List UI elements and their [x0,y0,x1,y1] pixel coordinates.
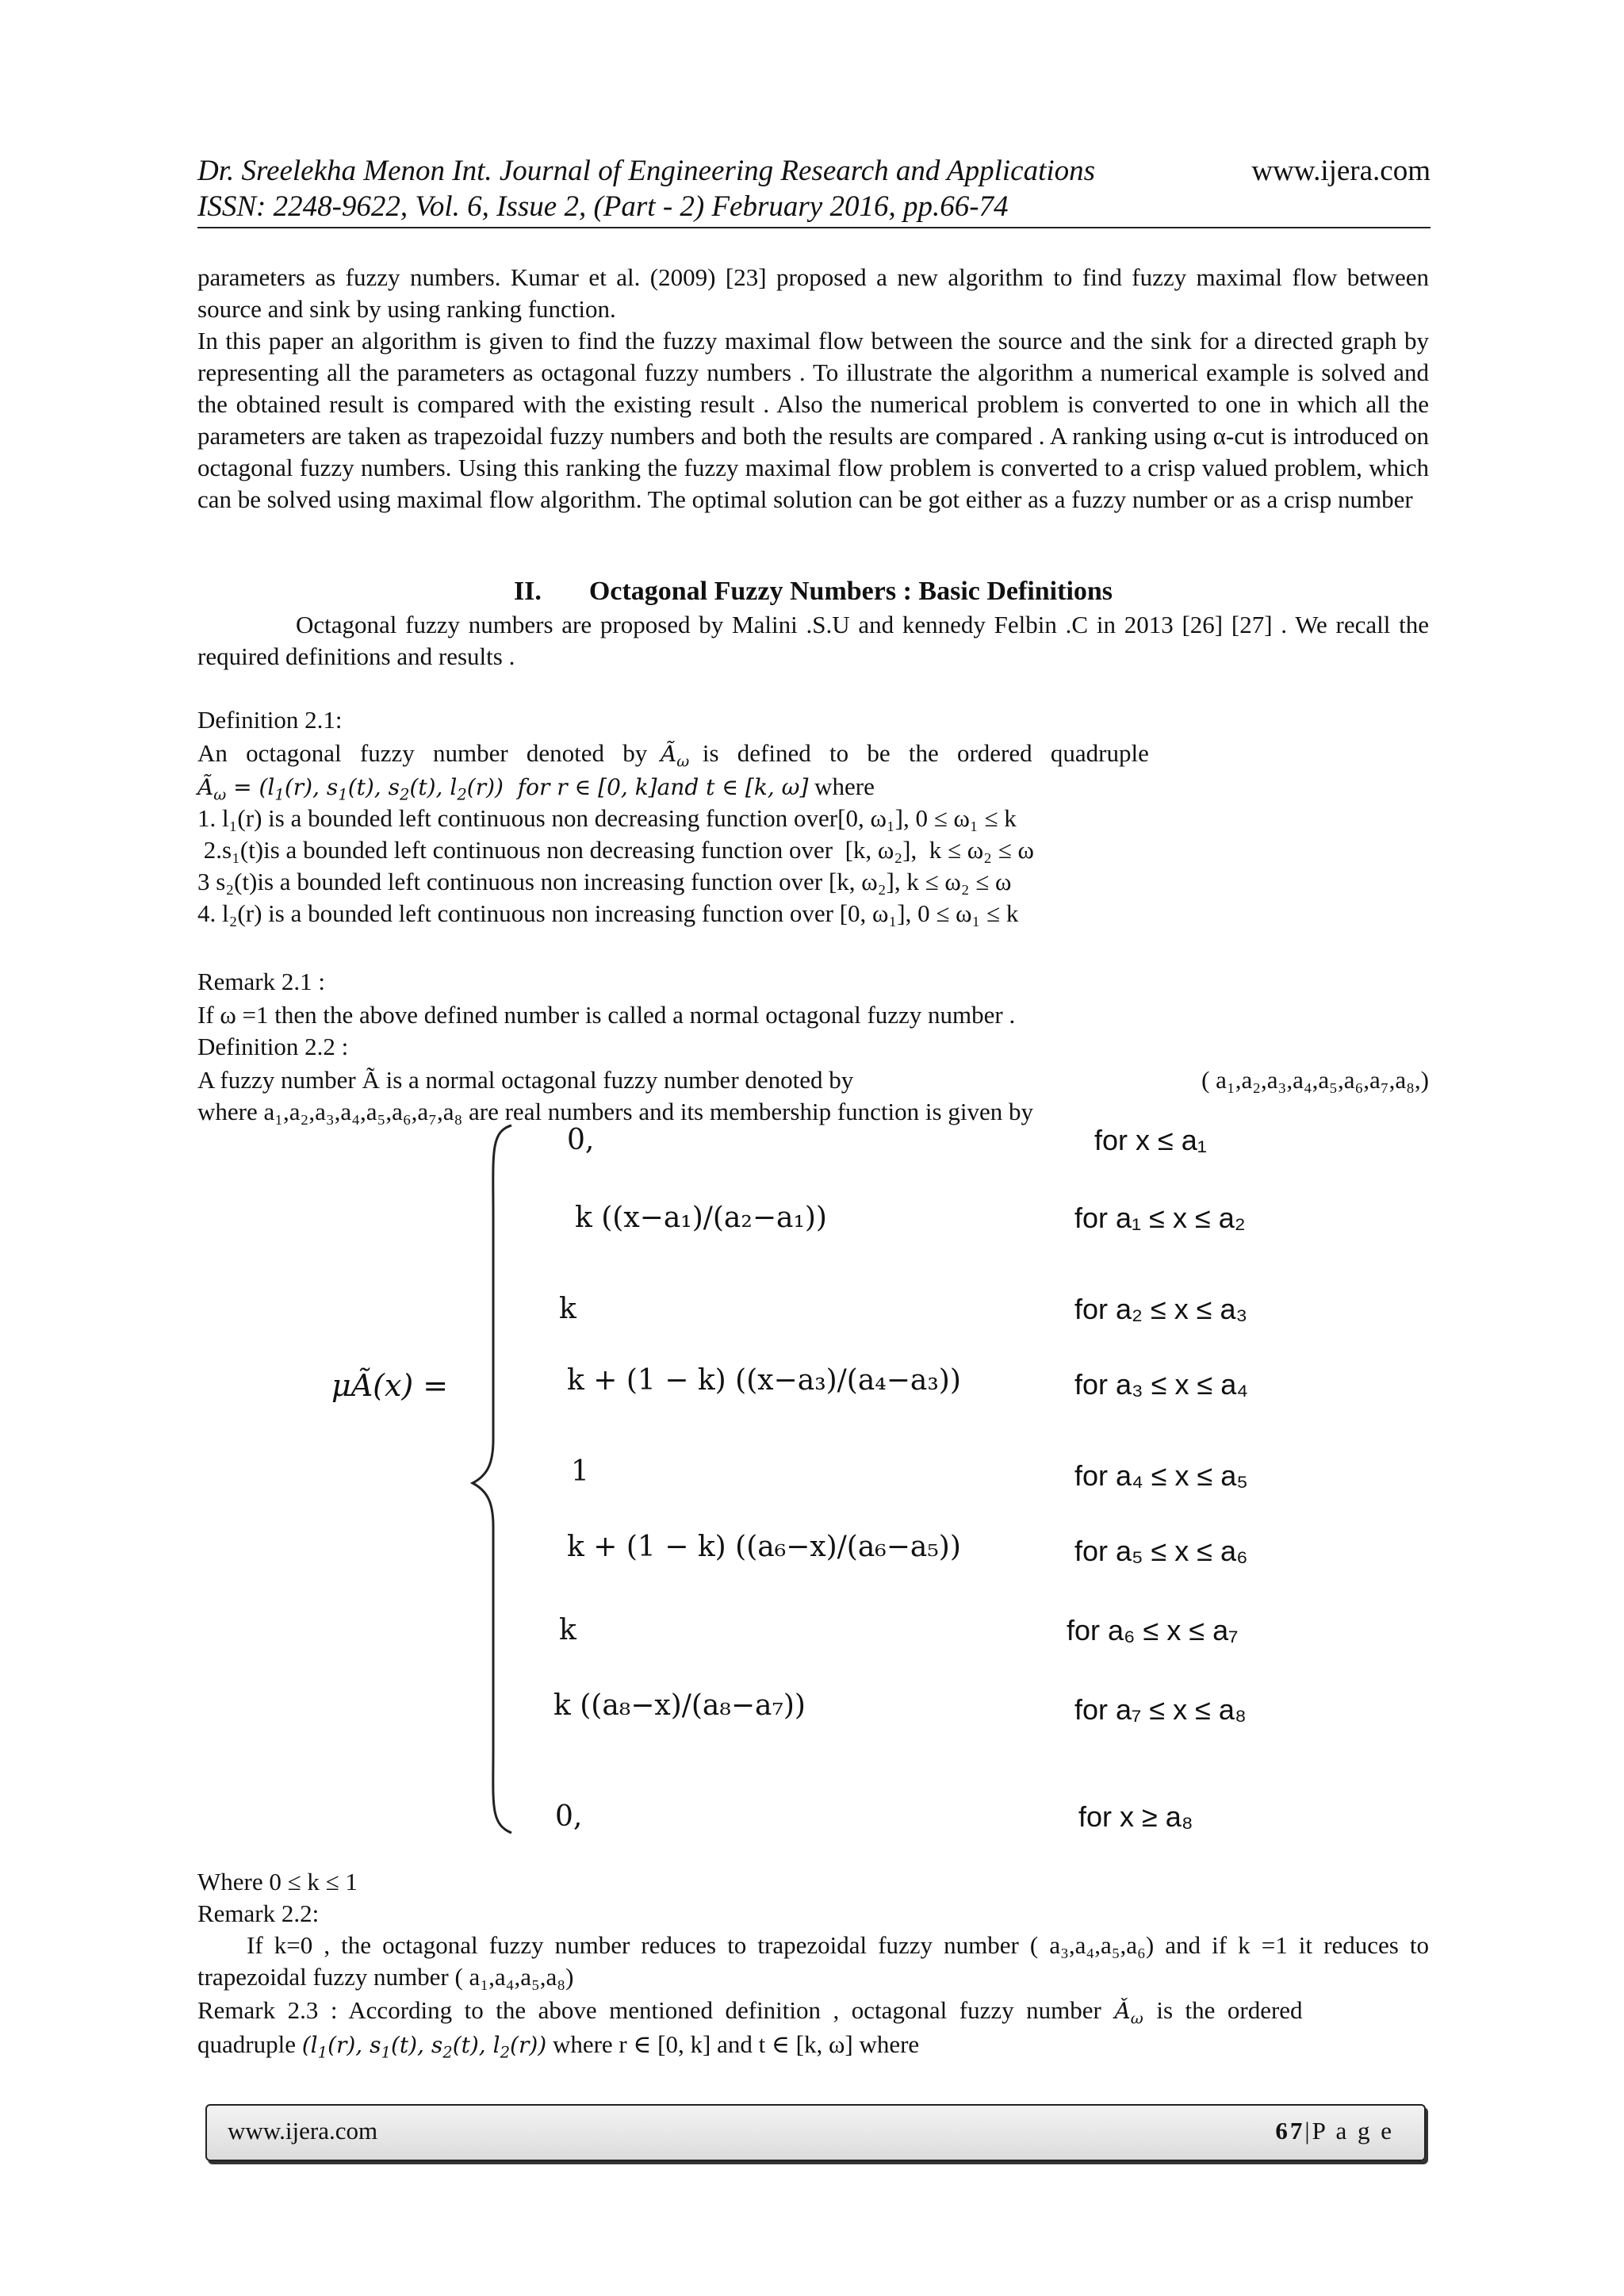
def21-text-a: An octagonal fuzzy number denoted by [197,739,648,767]
section-intro: Octagonal fuzzy numbers are proposed by Malini .S.U and kennedy Felbin .C in 2013 [26] [27] . We recall the required definitions and results . [197,611,1429,670]
remark21-label: Remark 2.1 : [197,968,325,995]
case-1-expr: 0, [567,1124,595,1156]
case-3-expr: k [559,1293,576,1325]
def21-text-b: is defined to be the ordered quadruple [702,739,1149,767]
page-footer [205,2104,1426,2161]
membership-lhs: μÃ(x) = [331,1368,449,1403]
remark23-text-c: quadruple [197,2030,296,2058]
def21-label: Definition 2.1: [197,706,343,734]
case-5-expr: 1 [571,1455,589,1488]
left-brace [468,1122,515,1836]
membership-function-figure [317,1122,1348,1836]
remark22-label: Remark 2.2: [197,1899,320,1927]
case-4-expr: k + (1 − k) ((x−a₃)/(a₄−a₃)) [567,1364,961,1397]
remark23-line2 [197,2029,919,2069]
intro-paragraph-2: In this paper an algorithm is given to find the fuzzy maximal flow between the source and the sink for a directed graph by representing all the parameters as octagonal fuzzy numbers . To illustrate the algorithm a numerical example is solved and the obtained result is compared with the existing result . Also the numerical problem is converted to one in which all the parameters are taken as trapezoidal fuzzy numbers and both the results are compared . A ranking using α-cut is introduced on octagonal fuzzy numbers. Using this ranking the fuzzy maximal flow problem is converted to a crisp valued problem, which can be solved using maximal flow algorithm. The optimal solution can be got either as a fuzzy number or as a crisp number [197,327,1429,513]
intro-paragraph-1: parameters as fuzzy numbers. Kumar et al. (2009) [23] proposed a new algorithm to find fuzzy maximal flow between source and sink by using ranking function. [197,263,1429,323]
case-8-cond: for a₇ ≤ x ≤ a₈ [1074,1693,1247,1726]
footer-url[interactable]: www.ijera.com [228,2117,378,2145]
remark23-text-a: Remark 2.3 : According to the above mentioned definition , octagonal fuzzy number [197,1996,1101,2024]
def21-item-4: 4. l₂(r) is a bounded left continuous non increasing function over [0, ω₁], 0 ≤ ω₁ ≤ k [197,899,1019,927]
def22-line1: A fuzzy number Ã is a normal octagonal fuzzy number denoted by [197,1066,854,1094]
case-3-cond: for a₂ ≤ x ≤ a₃ [1074,1293,1248,1325]
case-6-expr: k + (1 − k) ((a₆−x)/(a₆−a₅)) [567,1531,961,1563]
page-label: |P a g e [1304,2117,1394,2145]
section-number: II. [513,577,542,606]
def21-item-1: 1. l₁(r) is a bounded left continuous non decreasing function over[0, ω₁], 0 ≤ ω₁ ≤ k [197,804,1017,832]
def22-tuple: ( a₁,a₂,a₃,a₄,a₅,a₆,a₇,a₈,) [1201,1066,1429,1094]
case-2-expr: k ((x−a₁)/(a₂−a₁)) [575,1202,827,1234]
case-5-cond: for a₄ ≤ x ≤ a₅ [1074,1459,1248,1492]
case-7-cond: for a₆ ≤ x ≤ a₇ [1067,1614,1239,1646]
quadruple-formula: $Ã_\omega = (l_1(r)$, $s_1(t)$, $s_2(t)$, $l_2(r)$) for r ∈ [0, k]and t ∈ [k, ω] [197,774,809,804]
where-k-line: Where 0 ≤ k ≤ 1 [197,1868,358,1895]
case-6-cond: for a₅ ≤ x ≤ a₆ [1074,1535,1248,1567]
header-url[interactable]: www.ijera.com [1251,155,1431,187]
case-4-cond: for a₃ ≤ x ≤ a₄ [1074,1368,1248,1401]
section-title: Octagonal Fuzzy Numbers : Basic Definitions [588,577,1113,606]
a-check-omega-symbol: $Ǎ_\omega$ [1107,1998,1143,2028]
case-8-expr: k ((a₈−x)/(a₈−a₇)) [553,1689,806,1722]
running-header [197,153,1431,224]
def22-label: Definition 2.2 : [197,1033,349,1060]
case-2-cond: for a₁ ≤ x ≤ a₂ [1074,1202,1246,1234]
journal-line: Dr. Sreelekha Menon Int. Journal of Engineering Research and Applications [197,155,1096,187]
header-rule [197,227,1431,228]
remark23-text-d: where r ∈ [0, k] and t ∈ [k, ω] where [552,2030,920,2058]
def22-line2: where a₁,a₂,a₃,a₄,a₅,a₆,a₇,a₈ are real numbers and its membership function is given by [197,1098,1033,1125]
case-1-cond: for x ≤ a₁ [1094,1124,1207,1156]
remark21-text: If ω =1 then the above defined number is called a normal octagonal fuzzy number . [197,1001,1016,1029]
page-number: 67 [1275,2117,1305,2145]
a-tilde-omega-symbol: $Ã_\omega$ [653,741,690,771]
def21-item-2: 2.s₁(t)is a bounded left continuous non decreasing function over [k, ω₂], k ≤ ω₂ ≤ ω [197,836,1034,864]
remark23-formula: ($l_1(r)$, $s_1(t)$, $s_2(t)$, $l_2(r)$) [301,2032,547,2062]
issn-line: ISSN: 2248-9622, Vol. 6, Issue 2, (Part - 2) February 2016, pp.66-74 [197,190,1009,223]
section-heading [197,576,1429,608]
footer-page [1275,2117,1394,2145]
def21-item-3: 3 s₂(t)is a bounded left continuous non increasing function over [k, ω₂], k ≤ ω₂ ≤ ω [197,868,1012,895]
def21-where: where [814,772,875,800]
case-9-cond: for x ≥ a₈ [1078,1800,1193,1833]
remark23-text-b: is the ordered [1156,1996,1303,2024]
case-9-expr: 0, [555,1800,583,1833]
remark22-text: If k=0 , the octagonal fuzzy number reduces to trapezoidal fuzzy number ( a₃,a₄,a₅,a₆) and if k =1 it reduces to trapezoidal fuzzy number ( a₁,a₄,a₅,a₈) [197,1931,1429,1991]
case-7-expr: k [559,1614,576,1646]
